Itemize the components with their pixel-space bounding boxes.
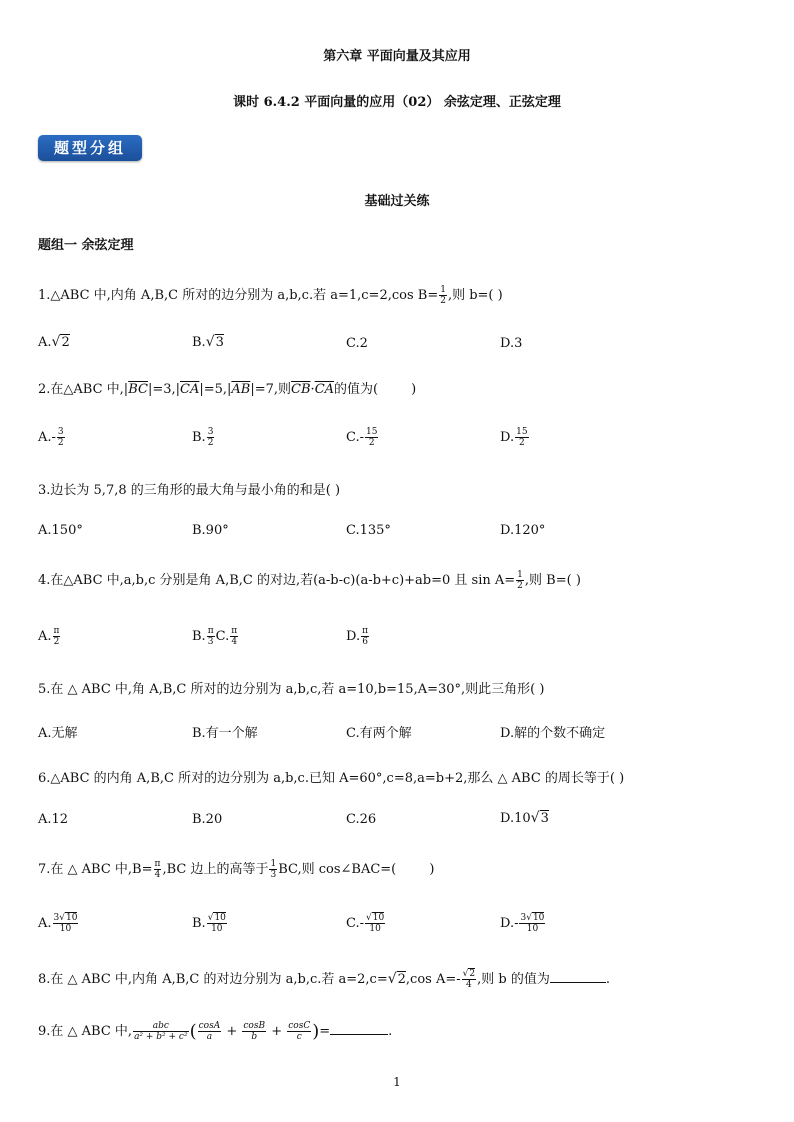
q1-option-d[interactable]: D.3 xyxy=(500,336,523,351)
question-5: 5.在 △ ABC 中,角 A,B,C 所对的边分别为 a,b,c,若 a=10,b=15,A=30°,则此三角形( ) xyxy=(38,682,545,697)
q5-option-b[interactable]: B.有一个解 xyxy=(192,726,258,741)
q1-option-a[interactable]: A.√2 xyxy=(38,334,70,350)
section-heading: 基础过关练 xyxy=(364,194,430,209)
question-8: 8.在 △ ABC 中,内角 A,B,C 的对边分别为 a,b,c.若 a=2,c=√2,cos A=- $\frac{√2}{4}$ ,则 b 的值为 . xyxy=(38,969,610,990)
q5-option-a[interactable]: A.无解 xyxy=(38,726,78,741)
q1-stem-a: 1.△ABC 中,内角 A,B,C 所对的边分别为 a,b,c.若 a=1,c=2,cos B= xyxy=(38,288,439,303)
q3-option-a[interactable]: A.150° xyxy=(38,523,83,538)
q8-answer-blank[interactable] xyxy=(550,970,606,983)
q4-option-a[interactable]: A. $\frac{\pi}{2}$ xyxy=(38,626,60,647)
q1-option-c[interactable]: C.2 xyxy=(346,336,368,351)
q3-option-d[interactable]: D.120° xyxy=(500,523,546,538)
question-9: 9.在 △ ABC 中, $\frac{\text{abc}}{\text{a² + b² + c²}}$ ( $\frac{\cos A}{a}$ + $\frac{\cos B}{b}$ + $\frac{\cos C}{c}$ )= . xyxy=(38,1021,393,1042)
q4-stem-b: ,则 B=( ) xyxy=(524,573,581,588)
q7-option-d[interactable]: D.- $\frac{3√10}{10}$ xyxy=(500,913,545,934)
q4-option-d[interactable]: D. $\frac{\pi}{6}$ xyxy=(346,626,369,647)
q2-option-b[interactable]: B. $\frac{3}{2}$ xyxy=(192,427,214,448)
question-2: 2.在△ABC 中$,|\overline{BC}|=3,|\overline{CA}|=5,|\overline{AB}|=7$,则$\overline{CB}\cdot\overline{CA}$的值为( ) xyxy=(38,382,417,397)
q1-stem-b: ,则 b=( ) xyxy=(447,288,503,303)
q9-answer-blank[interactable] xyxy=(330,1022,388,1035)
q2-option-d[interactable]: D. $\frac{15}{2}$ xyxy=(500,427,528,448)
q4-fraction: $\frac{1}{2}$ xyxy=(517,570,523,591)
chapter-title: 第六章 平面向量及其应用 xyxy=(323,49,471,64)
question-1 xyxy=(38,284,503,306)
q7-option-c[interactable]: C.- $\frac{√10}{10}$ xyxy=(346,913,385,934)
question-3: 3.边长为 5,7,8 的三角形的最大角与最小角的和是( ) xyxy=(38,483,341,498)
section-badge: 题型分组 xyxy=(38,135,142,161)
q6-option-c[interactable]: C.26 xyxy=(346,812,377,827)
question-4 xyxy=(38,569,581,591)
q7-option-b[interactable]: B. $\frac{√10}{10}$ xyxy=(192,913,226,934)
q1-fraction: $\frac{1}{2}$ xyxy=(440,285,446,306)
q2-option-c[interactable]: C.- $\frac{15}{2}$ xyxy=(346,427,378,448)
q6-option-b[interactable]: B.20 xyxy=(192,812,223,827)
page-number: 1 xyxy=(393,1075,401,1089)
lesson-title: 课时 6.4.2 平面向量的应用（02） 余弦定理、正弦定理 xyxy=(233,95,561,110)
group-heading: 题组一 余弦定理 xyxy=(38,238,134,253)
q3-option-c[interactable]: C.135° xyxy=(346,523,391,538)
q7-option-a[interactable]: A. $\frac{3√10}{10}$ xyxy=(38,913,78,934)
q5-option-c[interactable]: C.有两个解 xyxy=(346,726,412,741)
question-6: 6.△ABC 的内角 A,B,C 所对的边分别为 a,b,c.已知 A=60°,c=8,a=b+2,那么 △ ABC 的周长等于( ) xyxy=(38,771,625,786)
q4-stem-a: 4.在△ABC 中,a,b,c 分别是角 A,B,C 的对边,若(a-b-c)(a-b+c)+ab=0 且 sin A= xyxy=(38,573,516,588)
q2-option-a[interactable]: A.- $\frac{3}{2}$ xyxy=(38,427,64,448)
question-7: 7.在 △ ABC 中,B= $\frac{\pi}{4}$ ,BC 边上的高等于 $\frac{1}{3}$ BC,则 cos∠BAC=( ) xyxy=(38,859,435,880)
q6-option-d[interactable]: D.10√3 xyxy=(500,810,549,826)
q4-option-bc[interactable]: B. $\frac{\pi}{3}$ C. $\frac{\pi}{4}$ xyxy=(192,626,238,647)
q6-option-a[interactable]: A.12 xyxy=(38,812,69,827)
q3-option-b[interactable]: B.90° xyxy=(192,523,229,538)
q5-option-d[interactable]: D.解的个数不确定 xyxy=(500,726,606,741)
q1-option-b[interactable]: B.√3 xyxy=(192,334,224,350)
